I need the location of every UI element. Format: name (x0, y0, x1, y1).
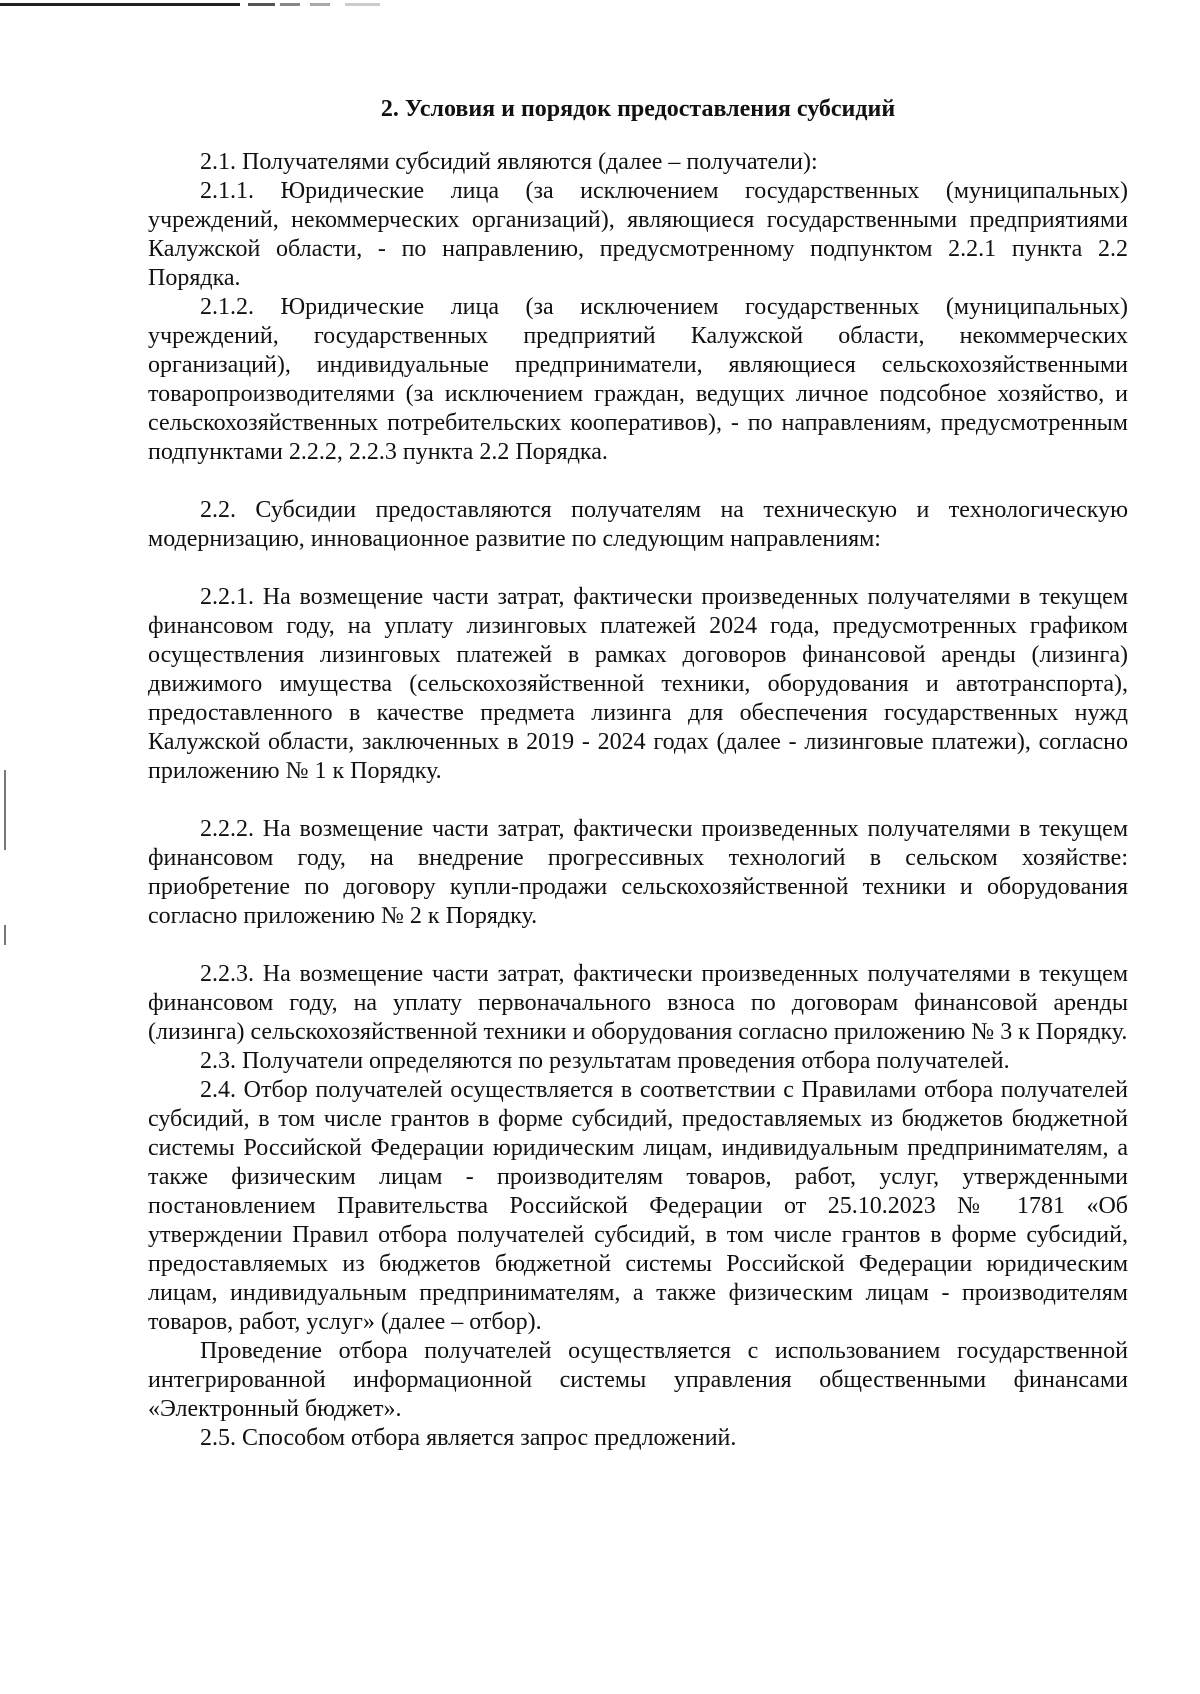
section-title: 2. Условия и порядок предоставления субсидий (380, 96, 896, 122)
paragraph-2-3: 2.3. Получатели определяются по результатам проведения отбора получателей. (200, 1048, 1010, 1074)
paragraph-2-2: 2.2. Субсидии предоставляются получателям на техническую и технологическую модернизацию, инновационное развитие по следующим направлениям: (148, 497, 1128, 552)
document-page (148, 95, 1128, 1453)
scan-edge-top (0, 3, 600, 6)
spacer (148, 554, 1128, 583)
paragraph-2-5: 2.5. Способом отбора является запрос предложений. (200, 1425, 737, 1451)
scan-edge-mark (4, 770, 6, 850)
paragraph-2-4-continued: Проведение отбора получателей осуществляется с использованием государственной интегрированной информационной системы управления общественными финансами «Электронный бюджет». (148, 1338, 1128, 1422)
spacer (148, 786, 1128, 815)
paragraph-2-2-1: 2.2.1. На возмещение части затрат, фактически произведенных получателями в текущем финансовом году, на уплату лизинговых платежей 2024 года, предусмотренных графиком осуществления лизинговых платежей в рамках договоров финансовой аренды (лизинга) движимого имущества (сельскохозяйственной техники, оборудования и автотранспорта), предоставленного в качестве предмета лизинга для обеспечения государственных нужд Калужской области, заключенных в 2019 - 2024 годах (далее - лизинговые платежи), согласно приложению № 1 к Порядку. (148, 584, 1128, 784)
paragraph-2-1: 2.1. Получателями субсидий являются (далее – получатели): (200, 149, 818, 175)
scan-edge-mark (4, 925, 6, 945)
paragraph-2-2-3: 2.2.3. На возмещение части затрат, фактически произведенных получателями в текущем финансовом году, на уплату первоначального взноса по договорам финансовой аренды (лизинга) сельскохозяйственной техники и оборудования согласно приложению № 3 к Порядку. (148, 961, 1128, 1045)
spacer (148, 931, 1128, 960)
paragraph-2-1-2: 2.1.2. Юридические лица (за исключением государственных (муниципальных) учреждений, государственных предприятий Калужской области, некоммерческих организаций), индивидуальные предприниматели, являющиеся сельскохозяйственными товаропроизводителями (за исключением граждан, ведущих личное подсобное хозяйство, и сельскохозяйственных потребительских кооперативов), - по направлениям, предусмотренным подпунктами 2.2.2, 2.2.3 пункта 2.2 Порядка. (148, 294, 1128, 465)
paragraph-2-4: 2.4. Отбор получателей осуществляется в соответствии с Правилами отбора получателей субсидий, в том числе грантов в форме субсидий, предоставляемых из бюджетов бюджетной системы Российской Федерации юридическим лицам, индивидуальным предпринимателям, а также физическим лицам - производителям товаров, работ, услуг, утвержденными постановлением Правительства Российской Федерации от 25.10.2023 № 1781 «Об утверждении Правил отбора получателей субсидий, в том числе грантов в форме субсидий, предоставляемых из бюджетов бюджетной системы Российской Федерации юридическим лицам, индивидуальным предпринимателям, а также физическим лицам - производителям товаров, работ, услуг» (далее – отбор). (148, 1077, 1128, 1335)
paragraph-2-2-2: 2.2.2. На возмещение части затрат, фактически произведенных получателями в текущем финансовом году, на внедрение прогрессивных технологий в сельском хозяйстве: приобретение по договору купли-продажи сельскохозяйственной техники и оборудования согласно приложению № 2 к Порядку. (148, 816, 1128, 929)
spacer (148, 467, 1128, 496)
paragraph-2-1-1: 2.1.1. Юридические лица (за исключением государственных (муниципальных) учреждений, некоммерческих организаций), являющиеся государственными предприятиями Калужской области, - по направлению, предусмотренному подпунктом 2.2.1 пункта 2.2 Порядка. (148, 178, 1128, 291)
